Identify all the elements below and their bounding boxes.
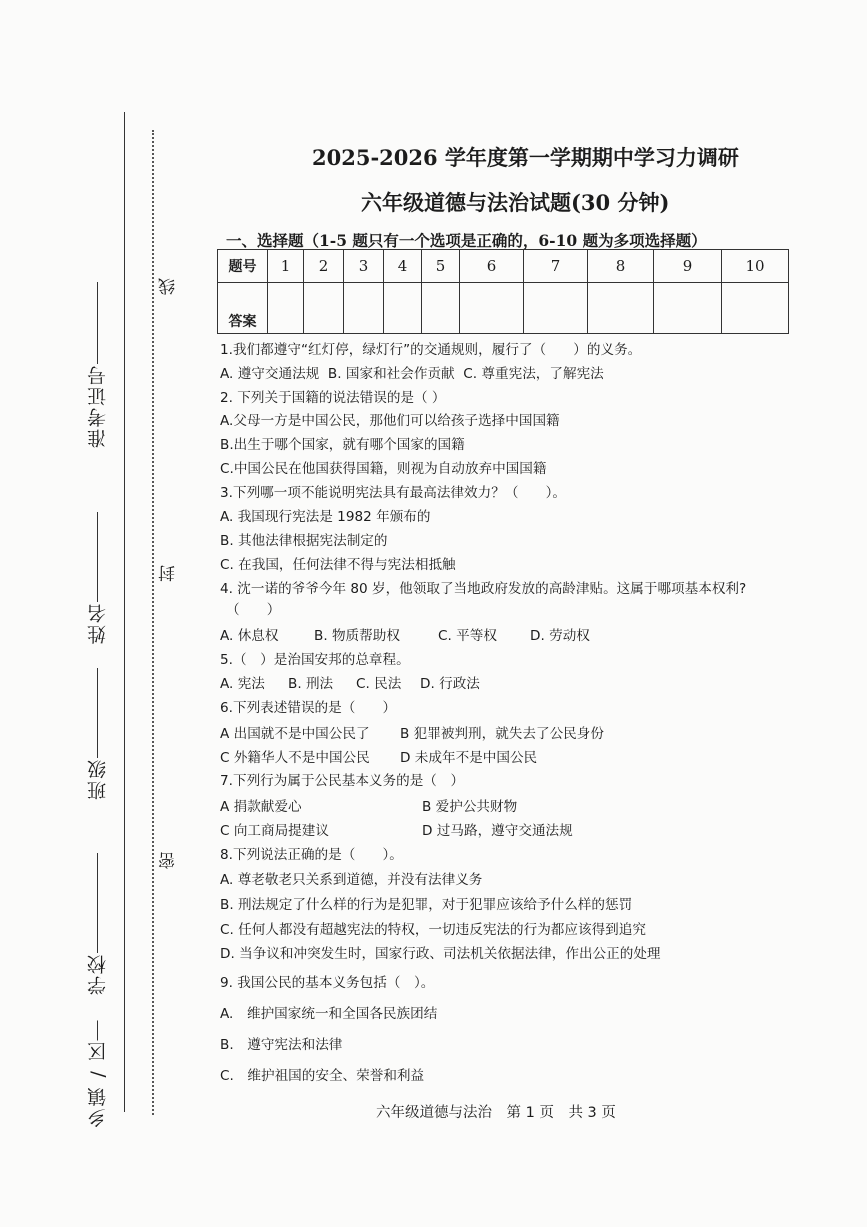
- question-4-option-a: A. 休息权: [220, 628, 279, 644]
- question-2-stem: 2. 下列关于国籍的说法错误的是（ ）: [220, 390, 446, 406]
- question-number-cell: 9: [654, 250, 722, 283]
- question-5-stem: 5.（ ）是治国安邦的总章程。: [220, 652, 410, 668]
- question-8-option-a: A. 尊老敬老只关系到道德，并没有法律义务: [220, 872, 483, 888]
- question-3-option-b: B. 其他法律根据宪法制定的: [220, 533, 388, 549]
- binding-solid-line: [124, 112, 125, 1112]
- answer-table: [217, 249, 789, 334]
- question-2-option-b: B.出生于哪个国家，就有哪个国家的国籍: [220, 437, 465, 453]
- district-label: 乡镇 / 区: [84, 1020, 124, 1127]
- school-label: 学校: [84, 853, 124, 995]
- question-3-stem: 3.下列哪一项不能说明宪法具有最高法律效力？（ ）。: [220, 485, 567, 501]
- exam-title: 2025-2026 学年度第一学期期中学习力调研: [312, 145, 739, 170]
- question-8-option-b: B. 刑法规定了什么样的行为是犯罪，对于犯罪应该给予什么样的惩罚: [220, 897, 633, 913]
- question-1-option-c: C. 尊重宪法，了解宪法: [463, 366, 604, 382]
- answer-cell[interactable]: [524, 283, 588, 334]
- exam-subtitle: 六年级道德与法治试题(30 分钟): [361, 190, 670, 215]
- question-6-option-a: A 出国就不是中国公民了: [220, 726, 370, 742]
- question-1-option-b: B. 国家和社会作贡献: [327, 366, 455, 382]
- answer-cell[interactable]: [384, 283, 422, 334]
- question-7-option-c: C 向工商局提建议: [220, 823, 329, 839]
- answer-cell[interactable]: [268, 283, 304, 334]
- question-4-option-b: B. 物质帮助权: [314, 628, 400, 644]
- question-number-cell: 6: [460, 250, 524, 283]
- question-number-cell: 10: [722, 250, 789, 283]
- question-8-stem: 8.下列说法正确的是（ ）。: [220, 847, 403, 863]
- question-4-stem-blank: （ ）: [226, 602, 281, 618]
- question-number-cell: 8: [588, 250, 654, 283]
- table-row-label-answer: 答案: [218, 283, 268, 334]
- section-heading: 一、选择题（1-5 题只有一个选项是正确的，6-10 题为多项选择题）: [226, 231, 707, 250]
- class-label: 班级: [84, 668, 124, 800]
- question-4-options: [220, 627, 590, 645]
- question-8-option-c: C. 任何人都没有超越宪法的特权，一切违反宪法的行为都应该得到追究: [220, 922, 646, 938]
- question-6-option-c: C 外籍华人不是中国公民: [220, 750, 370, 766]
- question-2-option-c: C.中国公民在他国获得国籍，则视为自动放弃中国国籍: [220, 461, 547, 477]
- question-7-option-b: B 爱护公共财物: [422, 799, 518, 815]
- question-5-option-c: C. 民法: [356, 676, 402, 692]
- question-3-option-c: C. 在我国，任何法律不得与宪法相抵触: [220, 557, 456, 573]
- answer-cell[interactable]: [460, 283, 524, 334]
- question-number-cell: 7: [524, 250, 588, 283]
- question-8-option-d: D. 当争议和冲突发生时，国家行政、司法机关依据法律，作出公正的处理: [220, 946, 661, 962]
- table-row-label-number: 题号: [218, 250, 268, 283]
- question-2-option-a: A.父母一方是中国公民，那他们可以给孩子选择中国国籍: [220, 413, 560, 429]
- seal-mark-seal: 封: [159, 565, 179, 582]
- seal-mark-line: 线: [159, 278, 179, 295]
- answer-cell[interactable]: [422, 283, 460, 334]
- question-5-options: [220, 675, 480, 693]
- answer-cell[interactable]: [722, 283, 789, 334]
- question-5-option-b: B. 刑法: [288, 676, 334, 692]
- question-9-stem: 9. 我国公民的基本义务包括（ ）。: [220, 975, 435, 991]
- question-number-cell: 1: [268, 250, 304, 283]
- question-7-stem: 7.下列行为属于公民基本义务的是（ ）: [220, 773, 465, 789]
- question-number-cell: 2: [304, 250, 344, 283]
- question-number-cell: 5: [422, 250, 460, 283]
- question-5-option-d: D. 行政法: [420, 676, 480, 692]
- question-6-option-d: D 未成年不是中国公民: [400, 750, 538, 766]
- question-5-option-a: A. 宪法: [220, 676, 265, 692]
- question-6-options-row1: [220, 725, 604, 743]
- exam-number-label: 准考证号: [84, 282, 124, 448]
- question-4-option-d: D. 劳动权: [530, 628, 590, 644]
- question-1-options: [220, 365, 604, 383]
- question-4-stem: 4. 沈一诺的爷爷今年 80 岁，他领取了当地政府发放的高龄津贴。这属于哪项基本权利?: [220, 581, 747, 597]
- question-7-options-row2: [220, 822, 573, 840]
- question-7-options-row1: [220, 798, 517, 816]
- question-3-option-a: A. 我国现行宪法是 1982 年颁布的: [220, 509, 431, 525]
- question-number-cell: 4: [384, 250, 422, 283]
- question-1-stem: 1.我们都遵守“红灯停，绿灯行”的交通规则，履行了（ ）的义务。: [220, 342, 642, 358]
- question-9-option-c: C. 维护祖国的安全、荣誉和利益: [220, 1068, 425, 1084]
- question-7-option-d: D 过马路，遵守交通法规: [422, 823, 573, 839]
- question-4-option-c: C. 平等权: [438, 628, 497, 644]
- answer-cell[interactable]: [304, 283, 344, 334]
- answer-cell[interactable]: [654, 283, 722, 334]
- question-7-option-a: A 捐款献爱心: [220, 799, 302, 815]
- question-6-options-row2: [220, 749, 537, 767]
- answer-cell[interactable]: [344, 283, 384, 334]
- answer-cell[interactable]: [588, 283, 654, 334]
- question-9-option-a: A. 维护国家统一和全国各民族团结: [220, 1006, 438, 1022]
- question-6-option-b: B 犯罪被判刑，就失去了公民身份: [400, 726, 604, 742]
- question-1-option-a: A. 遵守交通法规: [220, 366, 320, 382]
- question-6-stem: 6.下列表述错误的是（ ）: [220, 700, 397, 716]
- binding-dotted-line: [152, 130, 154, 1115]
- page-footer: 六年级道德与法治 第 1 页 共 3 页: [376, 1105, 616, 1121]
- name-label: 姓名: [84, 512, 124, 644]
- seal-mark-secret: 密: [159, 852, 179, 869]
- question-9-option-b: B. 遵守宪法和法律: [220, 1037, 343, 1053]
- question-number-cell: 3: [344, 250, 384, 283]
